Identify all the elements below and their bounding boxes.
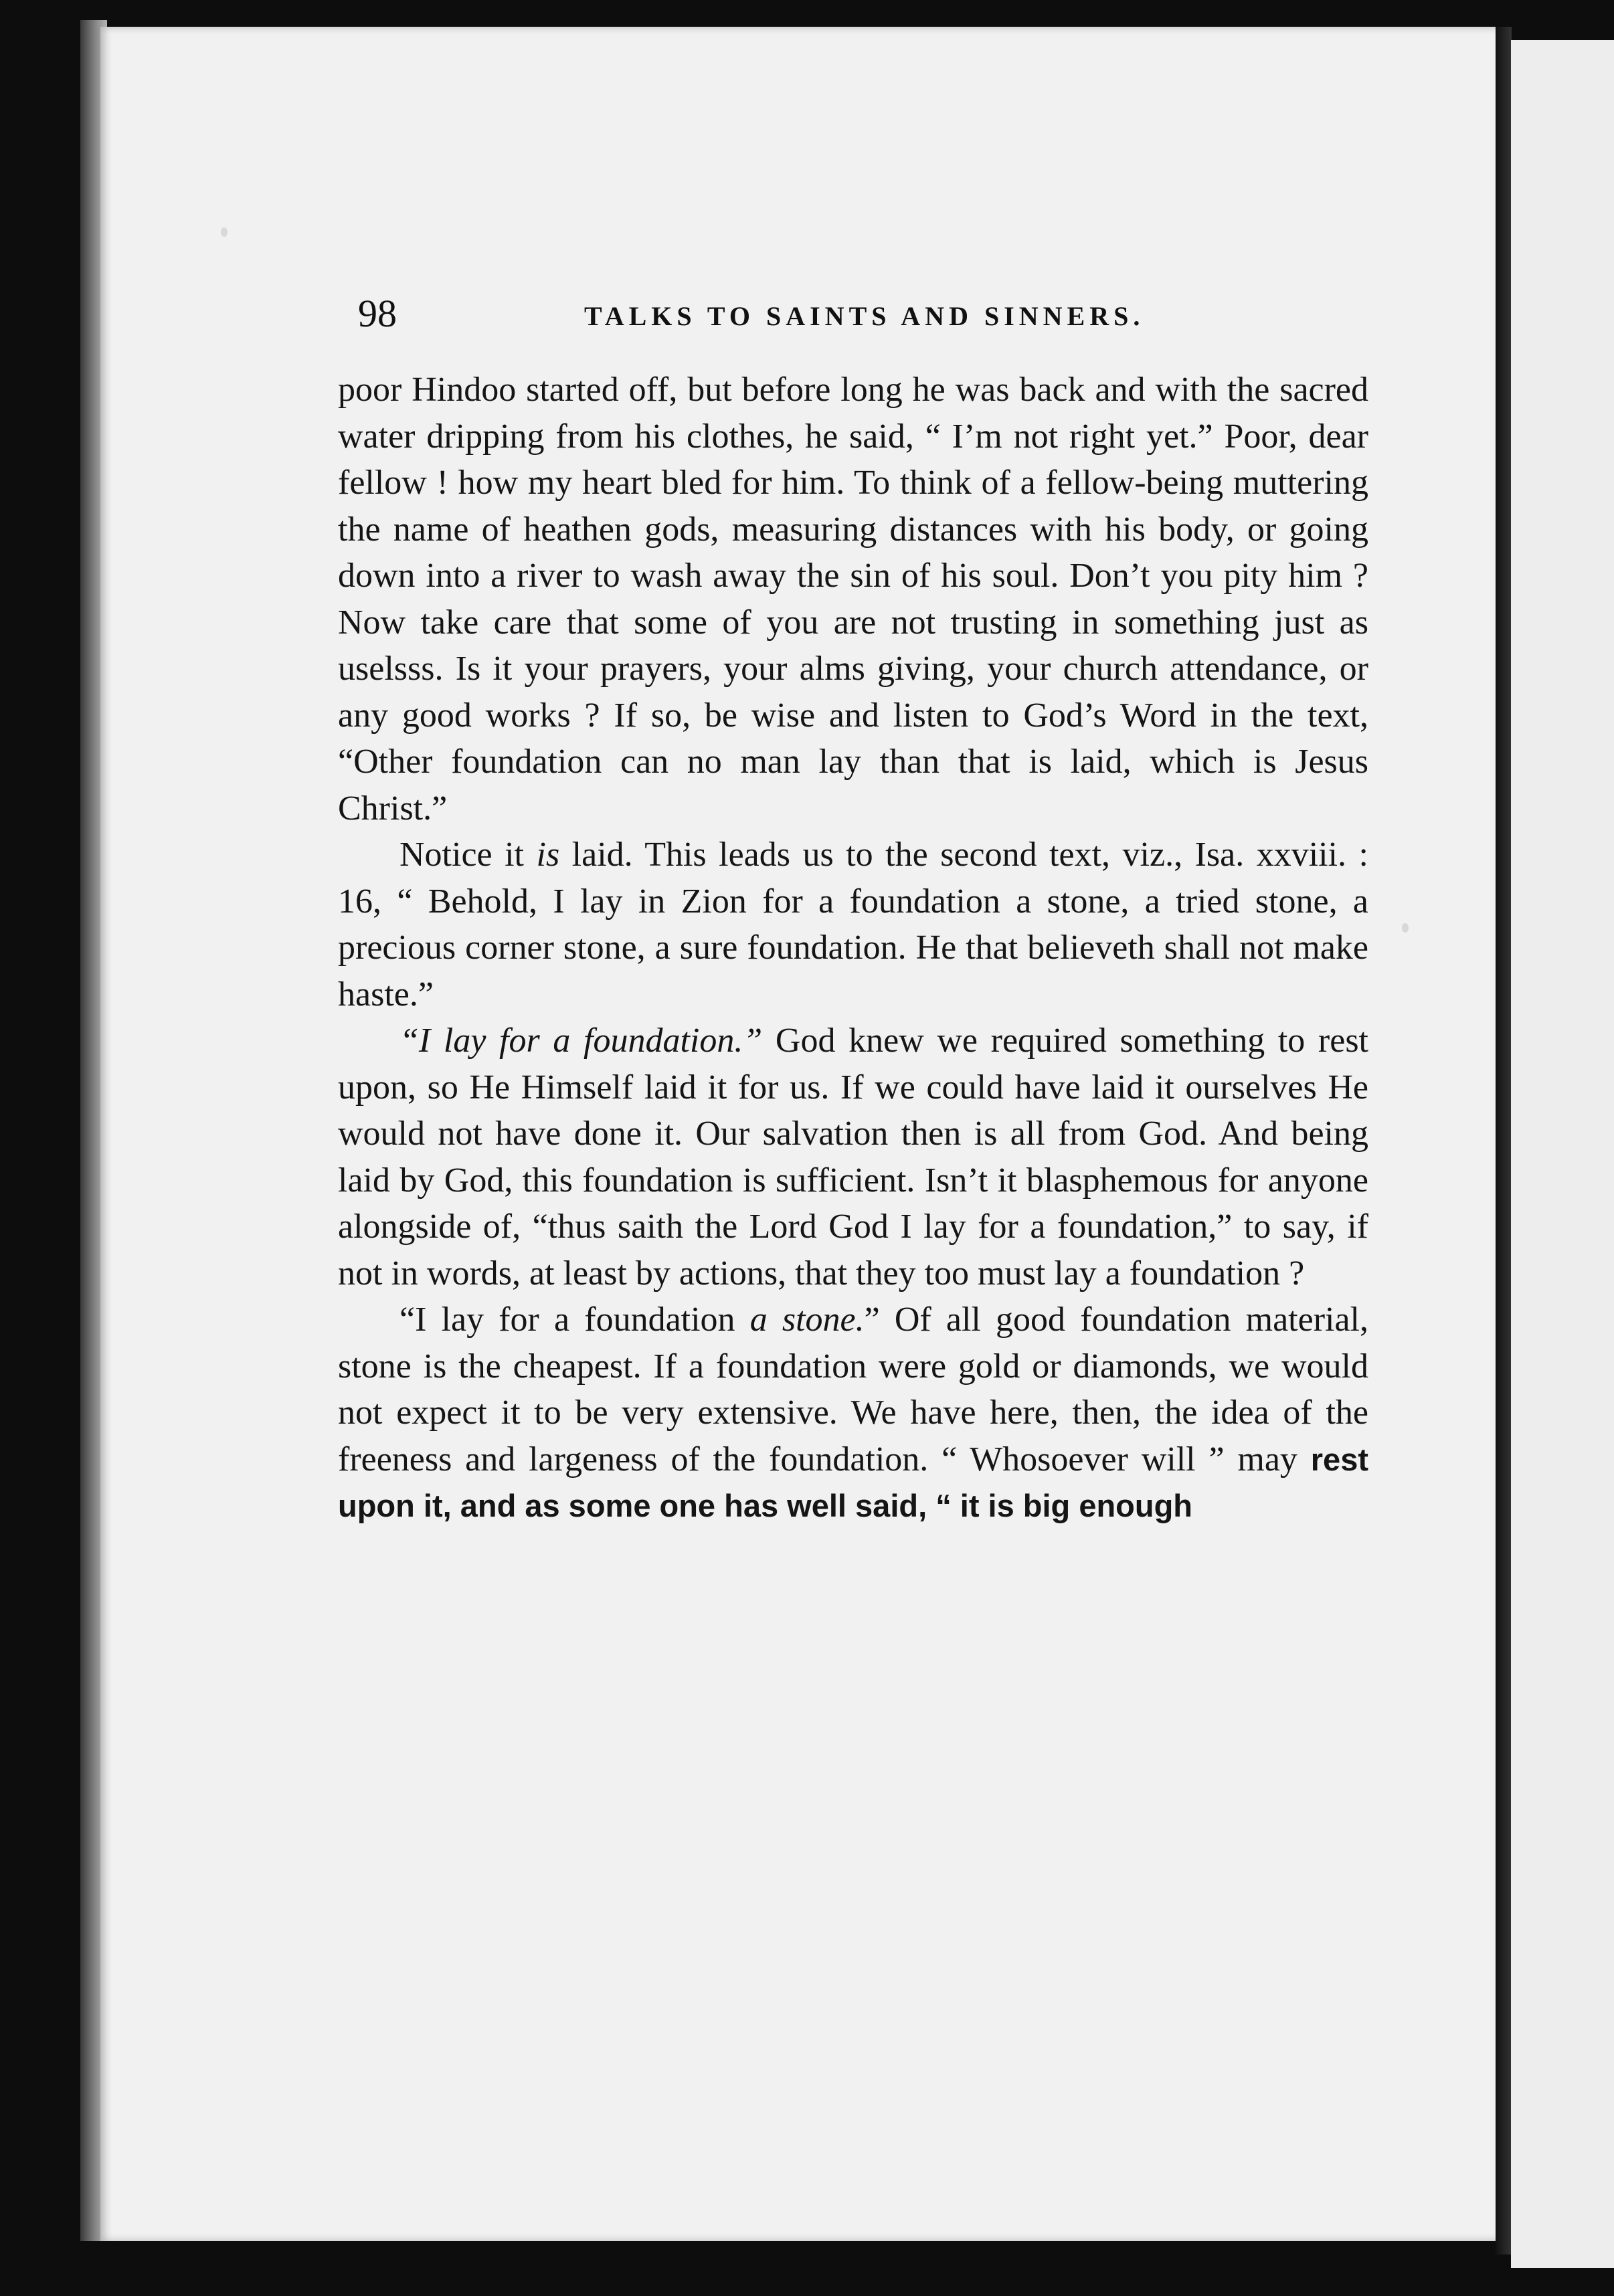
- text-segment-italic: “I lay for a foundation.”: [399, 1022, 763, 1060]
- page-number: 98: [358, 292, 397, 335]
- page-header: [358, 291, 1362, 338]
- text-segment-italic: a stone.: [749, 1301, 865, 1339]
- text-segment-normal: poor Hindoo started off, but before long he was back and with the sacred water dripping from his clothes, he said, “ I’m not right yet.” Poor, dear fellow ! how my heart bled for him. To think of a fellow-being muttering the name of heathen gods, measuring distances with his body, or going down into a river to wash away the sin of his soul. Don’t you pity him ? Now take care that some of you are not trusting in something just as uselsss. Is it your prayers, your alms giving, your church attendance, or any good works ? If so, be wise and listen to God’s Word in the text, “Other foundation can no man lay than that is laid, which is Jesus Christ.”: [338, 371, 1368, 828]
- paper-speck: [221, 227, 228, 237]
- paragraph-3: [338, 1018, 1368, 1297]
- text-segment-normal: God knew we required something to rest upon, so He Himself laid it for us. If we could have laid it ourselves He would not have done it. Our salvation then is all from God. And being laid by God, this foundation is sufficient. Isn’t it blasphemous for anyone alongside of, “thus saith the Lord God I lay for a foundation,” to say, if not in words, at least by actions, that they too must lay a foundation ?: [338, 1022, 1368, 1293]
- text-segment-normal: laid. This leads us to the second text, viz., Isa. xxviii. : 16, “ Behold, I lay in Zion for a foundation a stone, a tried stone, a precious corner stone, a sure foundation. He that believeth shall not make haste.”: [338, 836, 1368, 1014]
- paragraph-2: [338, 832, 1368, 1018]
- facing-page-edge: [1511, 40, 1614, 2268]
- text-segment-normal: “I lay for a foundation: [399, 1301, 750, 1339]
- book-spine: [1496, 27, 1512, 2255]
- running-head: TALKS TO SAINTS AND SINNERS.: [584, 301, 1145, 331]
- text-segment-bold: rest upon it, and as some one has well said, “ it is big enough: [338, 1441, 1368, 1523]
- paragraph-4: [338, 1297, 1368, 1529]
- text-segment-normal: Notice it: [399, 836, 537, 874]
- text-segment-italic: is: [536, 836, 560, 874]
- paragraph-1: [338, 367, 1368, 832]
- text-segment-normal: ” Of all good foundation material, stone is the cheapest. If a foundation were gold or diamonds, we would not expect it to be very extensive. We have here, then, the idea of the freeness and largeness of the foundation. “ Whosoever will ” may: [338, 1301, 1368, 1478]
- body-text: [338, 367, 1368, 1529]
- paper-speck: [1402, 923, 1409, 933]
